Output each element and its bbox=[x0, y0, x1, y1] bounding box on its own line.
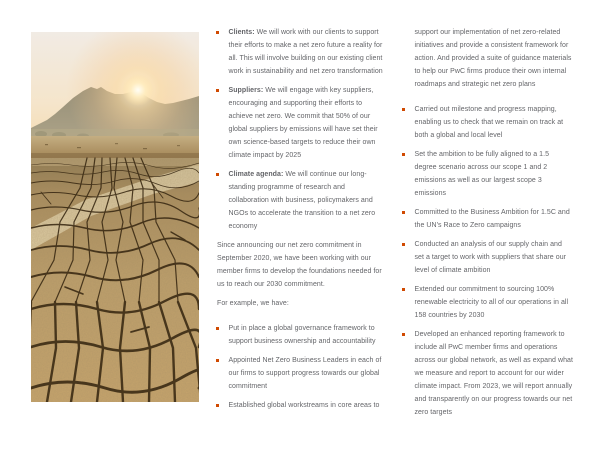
bullet-text: Put in place a global governance framework to support business ownership and accountability bbox=[228, 325, 376, 345]
list-item-workstreams bbox=[215, 399, 384, 412]
list-item-climate-agenda bbox=[215, 168, 384, 233]
drought-photo bbox=[31, 32, 199, 402]
column-middle bbox=[215, 26, 384, 418]
list-item-reporting-framework bbox=[401, 328, 573, 419]
bullet-square-icon bbox=[216, 89, 220, 93]
bullet-text: We will continue our long-standing programme of research and collaboration with business, policymakers and NGOs to accelerate the transition to a net zero economy bbox=[228, 171, 376, 230]
bullet-square-icon bbox=[216, 404, 220, 408]
column-right bbox=[401, 26, 573, 425]
bullet-square-icon bbox=[402, 108, 406, 112]
bullet-square-icon bbox=[216, 327, 220, 331]
bullet-text: Established global workstreams in core areas to bbox=[228, 402, 380, 409]
bullet-lead: Clients: bbox=[228, 29, 255, 36]
bullet-square-icon bbox=[216, 173, 220, 177]
bullet-lead: Climate agenda: bbox=[228, 171, 284, 178]
bullet-text: We will engage with key suppliers, encouraging and supporting their efforts to achieve net zero. We commit that 50% of our global suppliers by emissions will have set their own science-based targets to reduce their own climate impact by 2025 bbox=[228, 87, 378, 159]
bullet-square-icon bbox=[402, 153, 406, 157]
bullet-text: Extended our commitment to sourcing 100% renewable electricity to all of our operations in all 158 countries by 2030 bbox=[414, 286, 569, 319]
bullet-text: We will work with our clients to support their efforts to make a net zero future a reality for all. This will involve building on our existing client work in sustainability and net zero transformation bbox=[228, 29, 383, 75]
bullet-text: Committed to the Business Ambition for 1.5C and the UN's Race to Zero campaigns bbox=[414, 209, 570, 229]
paragraph-since-announcing: Since announcing our net zero commitment in September 2020, we have been working with our member firms to develop the foundations needed for us to reach our 2030 commitment. bbox=[217, 242, 382, 288]
bullet-text: Appointed Net Zero Business Leaders in each of our firms to support progress towards our global commitment bbox=[228, 357, 382, 390]
paragraph-for-example: For example, we have: bbox=[217, 300, 289, 307]
list-item-governance bbox=[215, 322, 384, 348]
list-item-supply-chain bbox=[401, 238, 573, 277]
bullet-square-icon bbox=[216, 359, 220, 363]
list-item-business-ambition bbox=[401, 206, 573, 232]
bullet-text: Developed an enhanced reporting framework to include all PwC member firms and operations across our global network, as well as expand what we measure and report to account for our wider climate impact. From 2023, we will report annually and transparently on our progress towards our net zero targets bbox=[414, 331, 573, 416]
bullet-square-icon bbox=[402, 211, 406, 215]
drought-photo-image bbox=[31, 32, 199, 402]
bullet-square-icon bbox=[402, 243, 406, 247]
paragraph-continuation: support our implementation of net zero-related initiatives and provide a consistent framework for action. And provided a suite of guidance materials to help our PwC firms produce their own internal roadmaps and strategic net zero plans bbox=[414, 29, 572, 88]
list-item-business-leaders bbox=[215, 354, 384, 393]
list-item-renewable-electricity bbox=[401, 283, 573, 322]
list-item-clients bbox=[215, 26, 384, 78]
list-item-ambition-scope bbox=[401, 148, 573, 200]
bullet-text: Conducted an analysis of our supply chain and set a target to work with suppliers that share our level of climate ambition bbox=[414, 241, 567, 274]
list-item-suppliers bbox=[215, 84, 384, 162]
bullet-text: Set the ambition to be fully aligned to a 1.5 degree scenario across our scope 1 and 2 emissions as well as our largest scope 3 emissions bbox=[414, 151, 550, 197]
bullet-square-icon bbox=[216, 31, 220, 35]
bullet-square-icon bbox=[402, 333, 406, 337]
bullet-square-icon bbox=[402, 288, 406, 292]
bullet-lead: Suppliers: bbox=[228, 87, 264, 94]
list-item-milestone-mapping bbox=[401, 103, 573, 142]
bullet-text: Carried out milestone and progress mapping, enabling us to check that we remain on track at both a global and local level bbox=[414, 106, 564, 139]
